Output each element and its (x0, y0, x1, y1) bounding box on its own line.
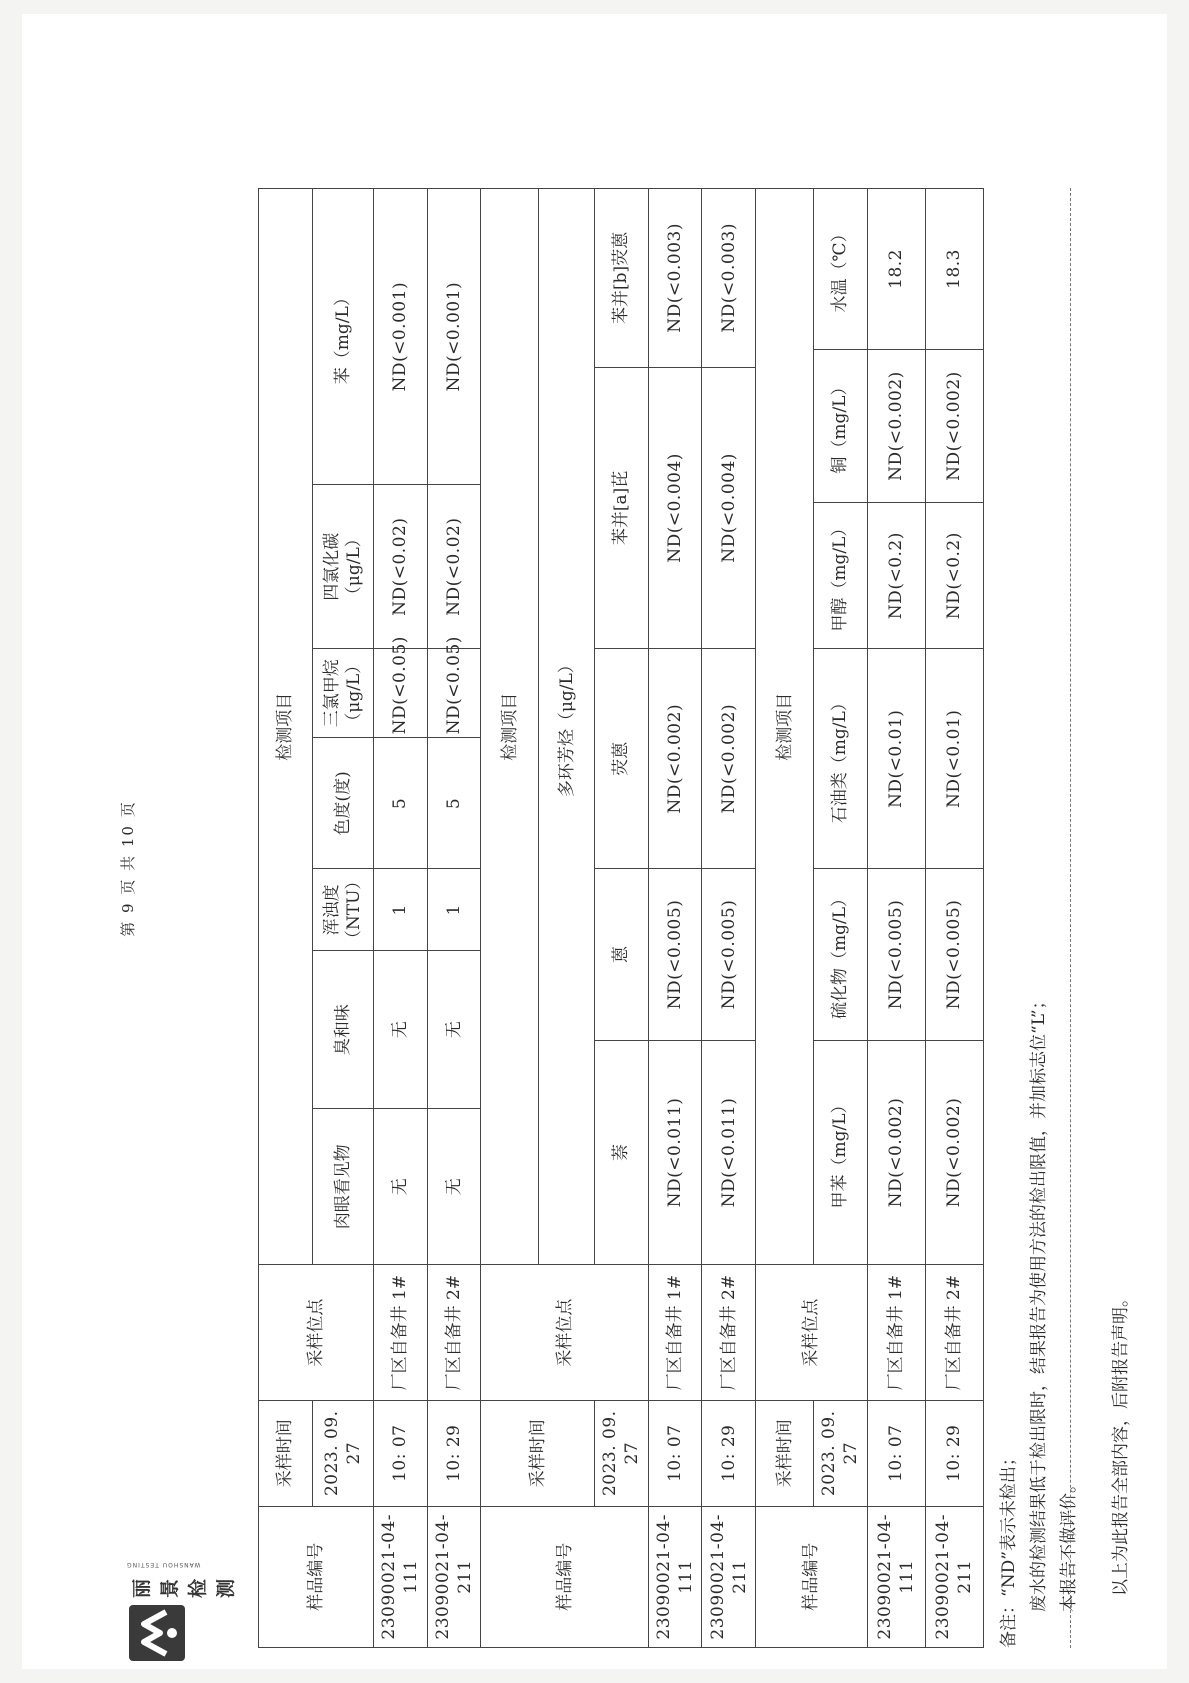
pah-group-cell (539, 189, 595, 1265)
page-number: 第 9 页 共 10 页 (119, 800, 137, 937)
sample-site: 厂区自备井 2# (427, 1265, 481, 1400)
sample-id: 23090021-04-111 (374, 1506, 428, 1647)
table-cell: 1 (427, 869, 481, 951)
column-header: 苯并[b]荧蒽 (595, 189, 649, 368)
table-cell: ND(<0.002) (925, 1040, 983, 1265)
header-sample-no: 样品编号 (756, 1506, 868, 1647)
table-cell: 无 (374, 1109, 428, 1265)
column-header: 色度(度) (312, 738, 373, 869)
sample-time: 10: 29 (427, 1400, 481, 1506)
company-logo (124, 1504, 237, 1664)
table-cell: ND(<0.005) (702, 869, 756, 1040)
sample-site: 厂区自备井 1# (867, 1265, 925, 1400)
table-cell: ND(<0.001) (427, 189, 481, 485)
report-notes (994, 168, 1136, 1648)
table-cell: ND(<0.003) (648, 189, 702, 368)
table-cell: ND(<0.002) (867, 1040, 925, 1265)
header-sample-time: 采样时间 (259, 1400, 313, 1506)
table-cell: ND(<0.002) (867, 349, 925, 502)
table-row (648, 189, 702, 1648)
table-cell: 5 (427, 738, 481, 869)
column-header: 石油类（mg/L） (814, 649, 868, 869)
sample-date: 2023. 09. 27 (312, 1400, 373, 1506)
note-line: 本报告不做评价。 (1059, 1476, 1079, 1612)
sample-time: 10: 07 (648, 1400, 702, 1506)
header-test-items: 检测项目 (756, 189, 814, 1265)
table-cell: ND(<0.005) (867, 869, 925, 1040)
column-header: 浑浊度（NTU） (312, 869, 373, 951)
table-cell: ND(<0.004) (648, 367, 702, 648)
table-cell: 无 (427, 951, 481, 1109)
table-cell: ND(<0.05) (374, 649, 428, 738)
column-header: 臭和味 (312, 951, 373, 1109)
table-cell: 18.2 (867, 189, 925, 350)
logo-chinese-name: 丽景检测 (131, 1578, 237, 1598)
table-cell: ND(<0.002) (702, 649, 756, 869)
sample-id: 23090021-04-211 (925, 1506, 983, 1647)
sample-time: 10: 07 (374, 1400, 428, 1506)
sample-date: 2023. 09. 27 (595, 1400, 649, 1506)
column-header: 三氯甲烷 （μg/L） (312, 649, 373, 738)
sample-time: 10: 29 (925, 1400, 983, 1506)
column-header: 甲醇（mg/L） (814, 503, 868, 649)
table-cell: ND(<0.005) (648, 869, 702, 1040)
column-header: 甲苯（mg/L） (814, 1040, 868, 1265)
table-cell: ND(<0.2) (925, 503, 983, 649)
header-sample-site: 采样位点 (756, 1265, 868, 1400)
table-row (427, 189, 481, 1648)
sample-id: 23090021-04-211 (702, 1506, 756, 1647)
table-cell: ND(<0.05) (427, 649, 481, 738)
sample-id: 23090021-04-211 (427, 1506, 481, 1647)
table-row (867, 189, 925, 1648)
sample-time: 10: 29 (702, 1400, 756, 1506)
table-cell: ND(<0.02) (374, 485, 428, 649)
header-sample-time: 采样时间 (756, 1400, 814, 1506)
separator-line (1070, 188, 1071, 1648)
sample-site: 厂区自备井 1# (374, 1265, 428, 1400)
sample-date: 2023. 09. 27 (814, 1400, 868, 1506)
table-cell: ND(<0.002) (925, 349, 983, 502)
table-row (925, 189, 983, 1648)
table-cell: ND(<0.02) (427, 485, 481, 649)
note-line: 备注：“ND”表示未检出； (999, 1449, 1019, 1648)
column-header: 萘 (595, 1040, 649, 1265)
table-cell: 无 (427, 1109, 481, 1265)
column-header: 荧蒽 (595, 649, 649, 869)
document-sheet (22, 14, 1167, 1669)
results-table (258, 188, 984, 1648)
sample-site: 厂区自备井 2# (702, 1265, 756, 1400)
table-cell: ND(<0.004) (702, 367, 756, 648)
table-cell: ND(<0.005) (925, 869, 983, 1040)
column-header: 肉眼看见物 (312, 1109, 373, 1265)
logo-english-name: WANSHOU TESTING (126, 1561, 201, 1568)
column-header: 苯（mg/L） (312, 189, 373, 485)
sample-id: 23090021-04-111 (867, 1506, 925, 1647)
table-cell: ND(<0.011) (648, 1040, 702, 1265)
table-cell: 无 (374, 951, 428, 1109)
pah-group-label: 多环芳烃（μg/L） (556, 656, 577, 798)
table-row (702, 189, 756, 1648)
table-cell: ND(<0.003) (702, 189, 756, 368)
column-header: 水温（℃） (814, 189, 868, 350)
column-header: 蒽 (595, 869, 649, 1040)
header-sample-no: 样品编号 (259, 1506, 374, 1647)
column-header: 铜（mg/L） (814, 349, 868, 502)
table-cell: 1 (374, 869, 428, 951)
column-header: 苯并[a]芘 (595, 367, 649, 648)
table-cell: 5 (374, 738, 428, 869)
table-cell: ND(<0.011) (702, 1040, 756, 1265)
column-header: 四氯化碳 （μg/L） (312, 485, 373, 649)
table-cell: ND(<0.01) (925, 649, 983, 869)
sample-site: 厂区自备井 1# (648, 1265, 702, 1400)
header-sample-no: 样品编号 (481, 1506, 649, 1647)
table-cell: ND(<0.001) (374, 189, 428, 485)
header-sample-site: 采样位点 (481, 1265, 649, 1400)
note-line: 以上为此报告全部内容，后附报告声明。 (1111, 1290, 1131, 1596)
header-test-items: 检测项目 (259, 189, 313, 1265)
table-row (374, 189, 428, 1648)
sample-time: 10: 07 (867, 1400, 925, 1506)
logo-mark-icon (126, 1602, 188, 1664)
table-cell: 18.3 (925, 189, 983, 350)
header-test-items: 检测项目 (481, 189, 539, 1265)
header-sample-site: 采样位点 (259, 1265, 374, 1400)
sample-site: 厂区自备井 2# (925, 1265, 983, 1400)
note-line: 废水的检测结果低于检出限时，结果报告为使用方法的检出限值，并加标志位“L”； (1029, 992, 1049, 1612)
header-sample-time: 采样时间 (481, 1400, 595, 1506)
table-cell: ND(<0.2) (867, 503, 925, 649)
table-cell: ND(<0.01) (867, 649, 925, 869)
table-cell: ND(<0.002) (648, 649, 702, 869)
column-header: 硫化物（mg/L） (814, 869, 868, 1040)
rotated-report-content (62, 61, 1142, 1676)
sample-id: 23090021-04-111 (648, 1506, 702, 1647)
